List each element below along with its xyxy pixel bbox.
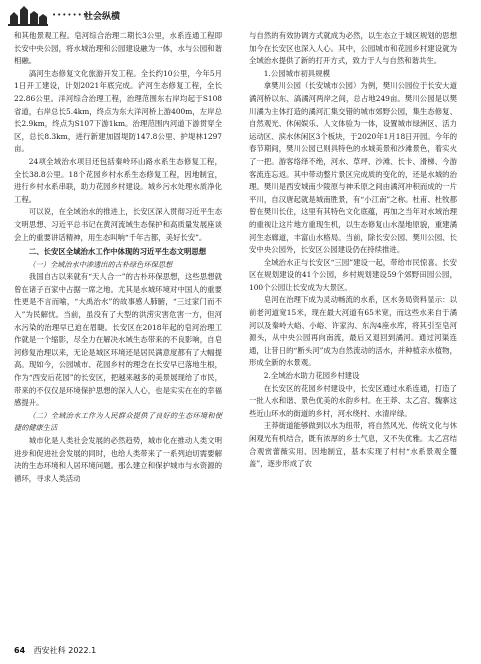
paragraph: 24项全域治水项目还包括秦岭环山路水系生态修复工程，全长38.8公里。18个花园乡村水系生态修复工程，因地制宜，进行乡村水系串联，助力花园乡村建设。城乡污水处理水质净化工程。 (14, 156, 222, 204)
paragraph: 与自然的有效协调方式就成为必然，以生态立于城区规划的思想加今在长安区也深入人心。其中，公园城市和花园乡村建设就为全域治水提供了新的打开方式，致力于人与自然和谐共生。 (249, 31, 457, 66)
paragraph: 滈河生态修复文化旅游开发工程。全长约10公里，今年5月1日开工建设，计划2021年底完成。浐河生态修复工程，全长22.86公里。洋河综合治理工程，治理范围东右岸均起于S108省道，右岸总长5.4km，终点为东大洋河桥上游400m，左岸总长2.9km，终点为S107下游1km。治理范围内河道下游贯穿全区，总长8.3km，进行新建加固堤防147.8公里、护堤林1297亩。 (14, 68, 222, 154)
journal-name: 西安社科 (33, 646, 66, 655)
page-header (8, 4, 208, 28)
subsection-heading: （一）全域治水中渗透出的古朴绿色环保思想 (28, 259, 173, 269)
page-footer (14, 645, 96, 656)
subsection-heading: 1.公园城市初具规模 (263, 68, 330, 78)
paragraph: 我国自古以来就有“天人合一”的古朴环保思想，这些思想就曾在诸子百家中占据一席之地。尤其是水城环境对中国人的重要性更是不言而喻，“大禹治水”的故事感人肺腑，“三过家门而不入”为民解忧。当前，虽没有了大型的洪涝灾害危害一方，但河水污染的治理早已迫在眉睫。长安区在2018年起的皂河治理工作就是一个缩影，尽全力在解决水域生态带来的不良影响，自皂河修复治理以来，无论是城区环境还是居民满意度都有了大幅提高。现如今，公园城市、花园乡村的理念在长安早已落地生根，作为“西安后花园”的长安区，把越来越多的美景展现给了市民，带来的不仅仅是环境保护思想的深入人心，也是实实在在的幸福感提升。 (14, 272, 222, 408)
subsection-heading: 2.全域治水助力花园乡村建设 (263, 371, 360, 381)
section-heading: 二、长安区全域治水工作中体现的习近平生态文明思想 (28, 247, 207, 257)
paragraph: 皂河在治理下成为灵动畅流的水系，区水务局资料显示：以前老河道宽15米，现在最大河道有65米宽，而这些水来自于潏河以及秦岭大峪、小峪、许家沟、东沟4座水库，将其引至皂河源头，从中央公园再向南流，最后又退回到潏河。通过河渠连通，让昔日的“断头河”成为自然流动的活水，并种植亲水植物，形成全新的水景观。 (249, 295, 457, 368)
paragraph: 可以说，在全域治水的推进上，长安区深入贯彻习近平生态文明思想、习近平总书记在黄河流域生态保护和高质量发展座谈会上的重要讲话精神，用生态叫响“千年古都，美好长安”。 (14, 207, 222, 242)
section-title: 社会纵横 (84, 12, 121, 22)
right-column (249, 30, 457, 471)
header-dots: •••••••• (52, 11, 94, 19)
left-column (14, 30, 222, 485)
paragraph: 拿樊川公园（长安城市公园）为例，樊川公园位于长安大道潏河桥以东、滈潏河两岸之间，总占地249亩。樊川公园是以樊川潏为主体打造的潏河汇集交错的城市郊野公园，集生态修复、自然观光、休闲娱乐、人文体验为一体，设置城市绿洲区、活力运动区、滨水休闲区3个板块，于2020年1月18日开园。今年的春节期间，樊川公园已则具特色的水城美景和沙滩景色，着实火了一把。游客络绎不绝，河水、草坪、沙滩、长卡、滑梯、今游客流连忘返。其中带动整片景区完成质的变化的，还是水城的治理。樊川是西安城南少陵原与神禾原之间由潏河冲积而成的一片平川，自汉唐起就是城南胜景，有“小江南”之称。杜甫、杜牧都曾在樊川长住，这里有其特色文化底蕴，再加之当年对水域治理的重视让这片地方重现生机，以生态修复山水湿地原貌，重建潏河生态廊道，丰富山水格局。当前，除长安公园、樊川公园、长安中央公园外，长安区公园建设仍在持续推进。 (249, 81, 457, 255)
paragraph: 城市化是人类社会发展的必然趋势，城市化在推动人类文明进步和促进社会发展的同时，也给人类带来了一系列迫切需要解决的生态环境和人居环境问题。那么建立和保护城市与水资源的循环，寻求人类活动 (14, 436, 222, 483)
paragraph: 在长安区的花园乡村建设中，长安区通过水系连通，打造了一批人水和谐、景色优美的水韵乡村。在王莽、太乙宫、魏寨这些近山环水的街道的乡村，河水绕村、水清岸绿。 (249, 383, 457, 418)
paragraph: 和其他景观工程。皂河综合治理二期长3公里，水系连通工程即长安中央公园，将水城治理和公园建设融为一体，水与公园和谐相融。 (14, 31, 222, 66)
issue-number: 2022.1 (68, 646, 97, 655)
page-number: 64 (14, 646, 26, 655)
city-skyline-icon (8, 4, 48, 28)
paragraph: 王莽街道能够做到以水为纽带，将自然风光、传统文化与休闲观光有机结合，既有浓厚的乡土气息，又不失优雅。太乙宫结合观赏蕾薇实用、因地制宜，基本实现了村村“水系景观全覆盖”，逐步形成了农 (249, 421, 457, 469)
subsection-heading: （二）全域治水工作为人民群众提供了良好的生态环境和便捷的健康生活 (14, 410, 222, 433)
paragraph: 全域治水正与长安区“三园”建设一起，带给市民惊喜。长安区在规划建设的41个公园，乡村规划建设59个郊野田园公园，100个公园让长安成为大景区。 (249, 257, 457, 292)
